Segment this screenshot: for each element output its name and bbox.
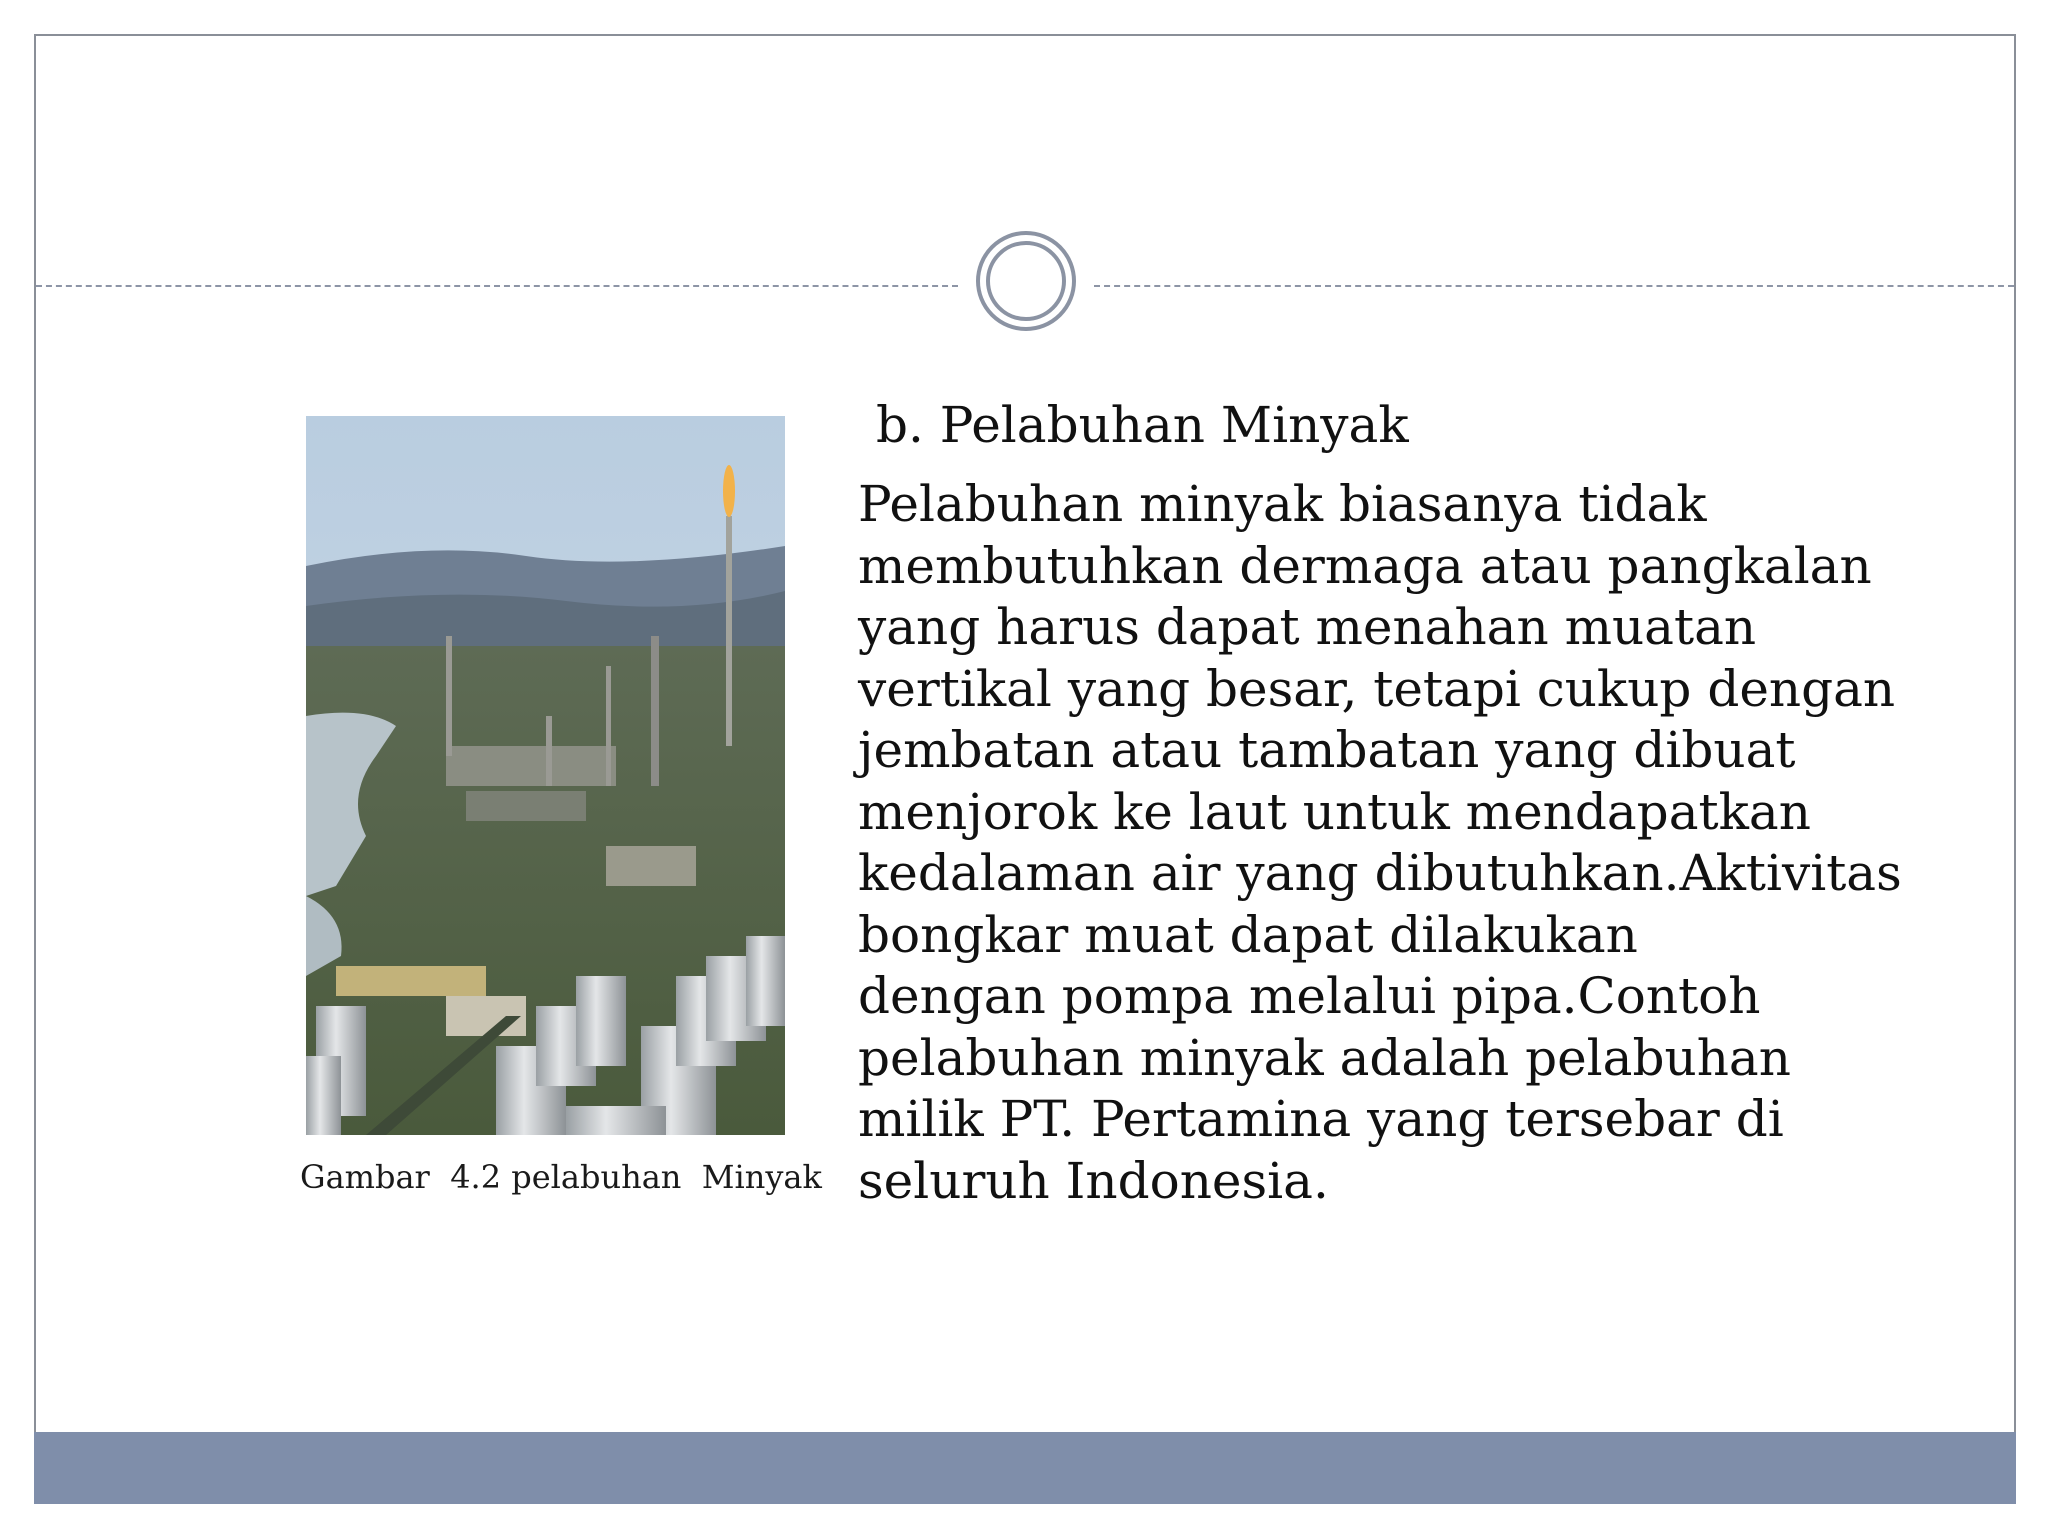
body-line: bongkar muat dapat dilakukan (858, 905, 1638, 964)
body-line: vertikal yang besar, tetapi cukup dengan (858, 659, 1896, 718)
divider-line-left (36, 285, 958, 287)
slide-subtitle: b. Pelabuhan Minyak (876, 396, 1409, 454)
body-line: menjorok ke laut untuk mendapatkan (858, 782, 1811, 841)
body-line: milik PT. Pertamina yang tersebar di (858, 1090, 1784, 1148)
body-line: jembatan atau tambatan yang dibuat (858, 721, 1796, 779)
body-line: membutuhkan dermaga atau pangkalan (858, 536, 1872, 595)
footer-bar (34, 1432, 2016, 1504)
body-line: pelabuhan minyak adalah pelabuhan (858, 1028, 1791, 1087)
image-caption: Gambar 4.2 pelabuhan Minyak (300, 1158, 822, 1196)
body-line: yang harus dapat menahan muatan (858, 598, 1757, 656)
oil-port-photo (306, 416, 785, 1135)
circle-ornament-inner (986, 241, 1066, 321)
body-line: dengan pompa melalui pipa.Contoh (858, 967, 1761, 1025)
divider-line-right (1094, 285, 2014, 287)
body-line: Pelabuhan minyak biasanya tidak (858, 475, 1707, 533)
circle-ornament-icon (976, 231, 1076, 331)
body-line: kedalaman air yang dibutuhkan.Aktivitas (858, 844, 1902, 902)
body-paragraph (858, 474, 1902, 1212)
body-line: seluruh Indonesia. (858, 1151, 1329, 1210)
oil-port-photo-illustration (306, 416, 785, 1135)
